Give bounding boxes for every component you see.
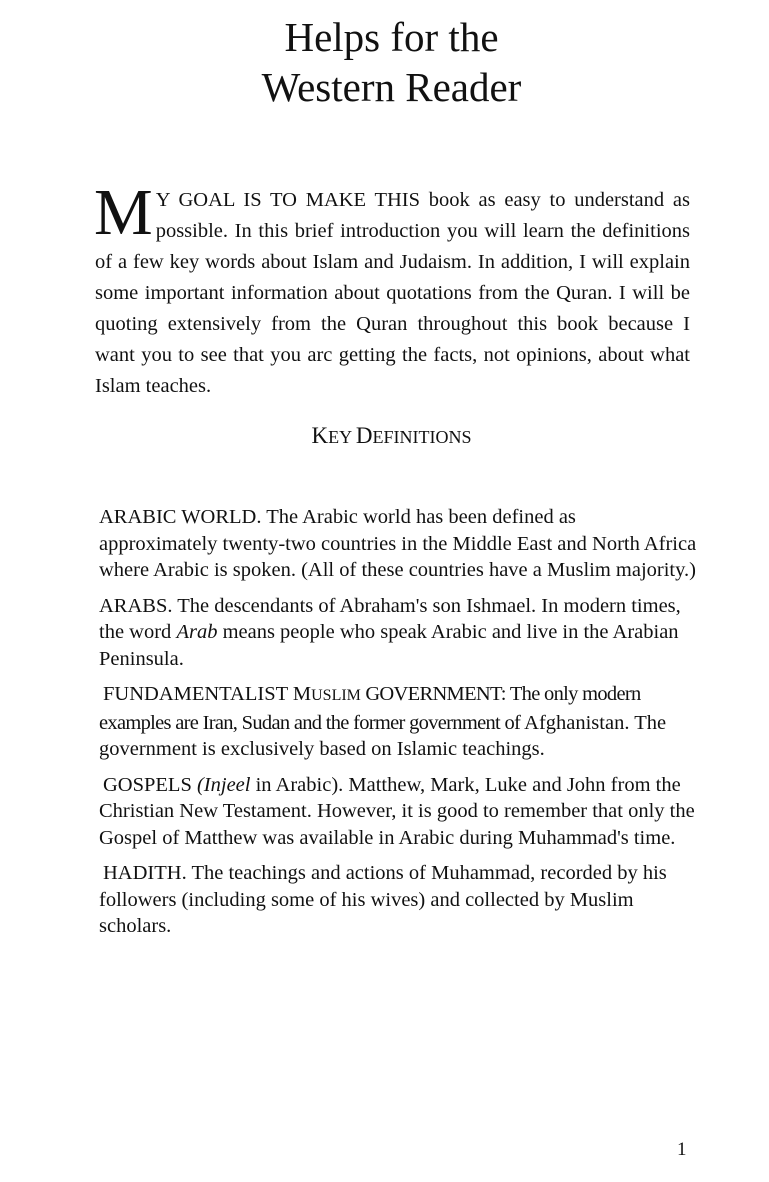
intro-paragraph: [94, 176, 690, 402]
definition-hadith: [99, 860, 699, 940]
definition-gospels-text: in Arabic). Matthew, Mark, Luke and John from the Christian New Testament. However, it is good to remember that only the Gospel of Matthew was available in Arabic during Muhammad's time.: [99, 773, 695, 849]
definition-fundamentalist-term-smallcaps: USLIM: [311, 687, 361, 704]
page-number: 1: [677, 1139, 687, 1160]
heading-initial-k: K: [311, 423, 329, 448]
definition-fundamentalist-muslim-government: [99, 681, 699, 763]
drop-cap: M: [94, 176, 153, 249]
section-heading-key-definitions: [0, 421, 769, 452]
definition-fundamentalist-term-start: FUNDAMENTALIST M: [103, 683, 312, 705]
heading-initial-d: D: [355, 423, 373, 448]
page-title: [0, 12, 769, 112]
page-title-line-2: Western Reader: [261, 64, 522, 110]
intro-lead-in: Y GOAL IS TO MAKE THIS: [155, 189, 421, 211]
definitions-list: [99, 504, 699, 949]
definition-gospels-italic: (Injeel: [196, 773, 251, 796]
definition-arabs-text-start: ARABS. The descendants of Abraham's son Ishmael. In modern times, the word: [99, 594, 681, 643]
definition-fundamentalist-text-end: Afghanistan. The government is exclusively based on Islamic teachings.: [99, 711, 667, 760]
heading-smallcaps-efinitions: EFINITIONS: [372, 427, 472, 447]
definition-gospels: [99, 772, 699, 852]
heading-smallcaps-ey: EY: [328, 427, 356, 447]
definition-arabs-italic-word: Arab: [176, 621, 218, 643]
intro-text: book as easy to understand as possible. In this brief introduction you will learn the definitions of a few key words about Islam and Judaism. In addition, I will explain some important information about quotations from the Quran. I will be quoting extensively from the Quran throughout this book because I want you to see that you arc getting the facts, not opinions, about what Islam teaches.: [95, 189, 690, 397]
definition-hadith-text: HADITH. The teachings and actions of Muhammad, recorded by his followers (including some of his wives) and collected by Muslim scholars.: [99, 862, 667, 937]
definition-arabic-world: [99, 504, 699, 584]
page-title-line-1: Helps for the: [284, 14, 499, 60]
definition-fundamentalist-text-tight: GOVERNMENT: The only modern examples are Iran, Sudan and the former government of: [99, 683, 641, 734]
definition-arabs-text-end: means people who speak Arabic and live in the Arabian Peninsula.: [99, 621, 679, 670]
definition-gospels-term: GOSPELS: [103, 773, 197, 796]
definition-arabic-world-text: ARABIC WORLD. The Arabic world has been defined as approximately twenty-two countries in the Middle East and North Africa where Arabic is spoken. (All of these countries have a Muslim majority.): [99, 506, 697, 581]
definition-arabs: [99, 593, 699, 673]
